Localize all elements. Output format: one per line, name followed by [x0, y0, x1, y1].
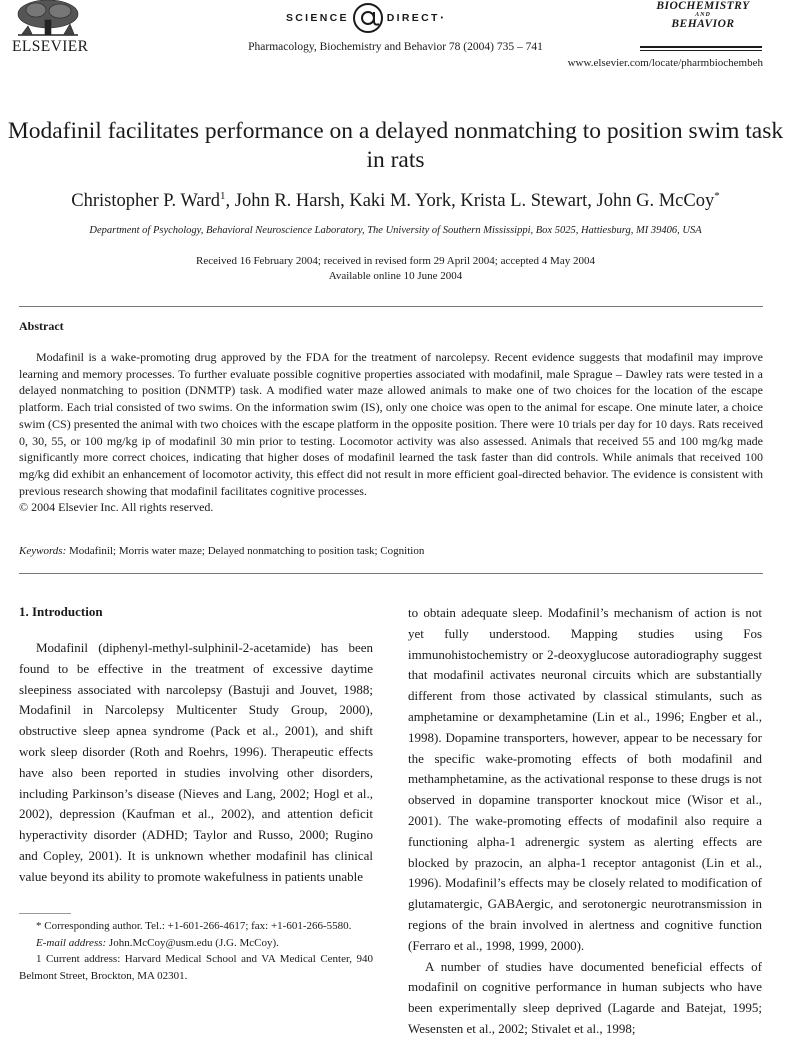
journal-logo-line3: BEHAVIOR	[671, 18, 735, 30]
keywords	[19, 545, 763, 557]
footnotes	[19, 918, 373, 984]
abstract-body: Modafinil is a wake-promoting drug approved by the FDA for the treatment of narcolepsy. Recent evidence suggests that modafinil may improve learning and memory processes. To further evaluate possible cognitive properties associated with modafinil, male Sprague – Dawley rats were tested in a delayed nonmatching to position (DNMTP) task. A modified water maze allowed animals to make one of two choices for the location of the escape platform. Each trial consisted of two swims. On the information swim (IS), only one choice was open to the animal for escape. One minute later, a choice swim (CS) presented the animal with two choices with the escape platform in the opposite position. There were 10 trials per day for 10 days. Rats received 0, 30, 55, or 100 mg/kg ip of modafinil 30 min prior to testing. Locomotor activity was also assessed. Animals that received 55 and 100 mg/kg made significantly more correct choices, indicating that higher doses of modafinil learned the task faster than did controls. While animals that received 100 mg/kg did exhibit an enhancement of locomotor activity, this effect did not result in more efficient goal-directed behavior. The evidence is consistent with previous research showing that modafinil facilitates cognitive processes.	[19, 350, 763, 498]
journal-logo-line1: BIOCHEMISTRY	[656, 0, 750, 12]
affiliation: Department of Psychology, Behavioral Neuroscience Laboratory, The University of Southern Mississippi, Box 5025, Hattiesburg, MI 39406, USA	[89, 225, 702, 236]
intro-column-right	[408, 603, 762, 1040]
article-history	[0, 254, 791, 284]
journal-logo-rule-thin	[640, 50, 762, 51]
sciencedirect-right: DIRECT	[386, 12, 440, 24]
email-link[interactable]: John.McCoy@usm.edu (J.G. McCoy).	[108, 936, 279, 949]
sciencedirect-mark: •	[440, 14, 444, 22]
intro-paragraph-continued: to obtain adequate sleep. Modafinil’s mechanism of action is not yet fully understood. Mapping studies using Fos immunohistochemistry or 2-deoxyglucose autoradiography suggest that modafinil activates neuronal circuits which are substantially different from those activated by classical stimulants, such as amphetamine or dexamphetamine (Lin et al., 1996; Engber et al., 1998). Dopamine transporters, however, appear to be necessary for the specific wake-promoting effects of both modafinil and methamphetamine, as the activational response to these drugs is not observed in dopamine transporter knockout mice (Wisor et al., 2001). The wake-promoting effects of modafinil also require a functioning alpha-1 adrenergic system as alerting effects are blocked by prazocin, an alpha-1 receptor antagonist (Lin et al., 1996). Modafinil’s effects may be closely related to modification of glutamatergic, GABAergic, and serotonergic neurotransmission in regions of the brain involved in alertness and cognitive function (Ferraro et al., 1998, 1999, 2000).	[408, 605, 762, 953]
author-list	[0, 190, 791, 212]
section-heading: 1. Introduction	[19, 604, 103, 619]
intro-paragraph-2: A number of studies have documented beneficial effects of modafinil on cognitive performance in human subjects who have been experimentally sleep deprived (Lagarde and Batejat, 1995; Wesensten et al., 2002; Stivalet et al., 1998;	[408, 958, 762, 1036]
abstract-heading: Abstract	[19, 319, 64, 333]
publisher-name: ELSEVIER	[12, 38, 89, 55]
journal-logo	[643, 0, 763, 30]
intro-paragraph-left: Modafinil (diphenyl-methyl-sulphinil-2-acetamide) has been found to be effective in the treatment of excessive daytime sleepiness associated with narcolepsy (Bastuji and Jouvet, 1988; Modafinil in Narcolepsy Multicenter Study Group, 2000), obstructive sleep apnea syndrome (Pack et al., 2001), and shift work sleep disorder (Roth and Roehrs, 1996). Therapeutic effects have also been reported in studies involving other disorders, including Parkinson’s disease (Nieves and Lang, 2002; Hogl et al., 2002), depression (Kaufman et al., 2002), and attention deficit hyperactivity disorder (ADHD; Taylor and Russo, 2000; Rugino and Copley, 2001). It is unknown whether modafinil has clinical value beyond its ability to promote wakefulness in patients unable	[19, 640, 373, 884]
corresponding-mark: *	[714, 190, 720, 202]
elsevier-tree-logo	[8, 0, 88, 38]
abstract	[19, 349, 763, 516]
sciencedirect-left: SCIENCE	[286, 12, 349, 24]
authors-rest: , John R. Harsh, Kaki M. York, Krista L. Stewart, John G. McCoy	[225, 191, 715, 212]
keywords-label: Keywords:	[19, 545, 67, 557]
email-label: E-mail address:	[36, 936, 107, 949]
author-first: Christopher P. Ward	[71, 191, 221, 212]
journal-url-link[interactable]: www.elsevier.com/locate/pharmbiochembeh	[567, 57, 763, 69]
footnote-current-address: 1 Current address: Harvard Medical School and VA Medical Center, 940 Belmont Street, Brockton, MA 02301.	[19, 953, 373, 982]
footnote-email	[19, 935, 373, 952]
footnote-rule	[19, 913, 71, 914]
divider-top	[19, 306, 763, 307]
sciencedirect-logo[interactable]	[286, 2, 443, 34]
journal-logo-line2: AND	[695, 12, 711, 18]
footnote-corresponding: * Corresponding author. Tel.: +1-601-266-4617; fax: +1-601-266-5580.	[36, 920, 352, 932]
received-dates: Received 16 February 2004; received in revised form 29 April 2004; accepted 4 May 2004	[196, 255, 595, 267]
available-online: Available online 10 June 2004	[328, 270, 463, 282]
article-title: Modafinil facilitates performance on a delayed nonmatching to position swim task in rats	[7, 118, 784, 173]
copyright: © 2004 Elsevier Inc. All rights reserved.	[19, 500, 214, 515]
author-footnote-mark: 1	[220, 190, 226, 202]
journal-logo-rule	[640, 46, 762, 48]
divider-bottom	[19, 573, 763, 574]
at-sign-icon	[351, 2, 385, 34]
journal-reference: Pharmacology, Biochemistry and Behavior 78 (2004) 735 – 741	[248, 41, 543, 53]
keywords-list: Modafinil; Morris water maze; Delayed nonmatching to position task; Cognition	[69, 545, 425, 557]
